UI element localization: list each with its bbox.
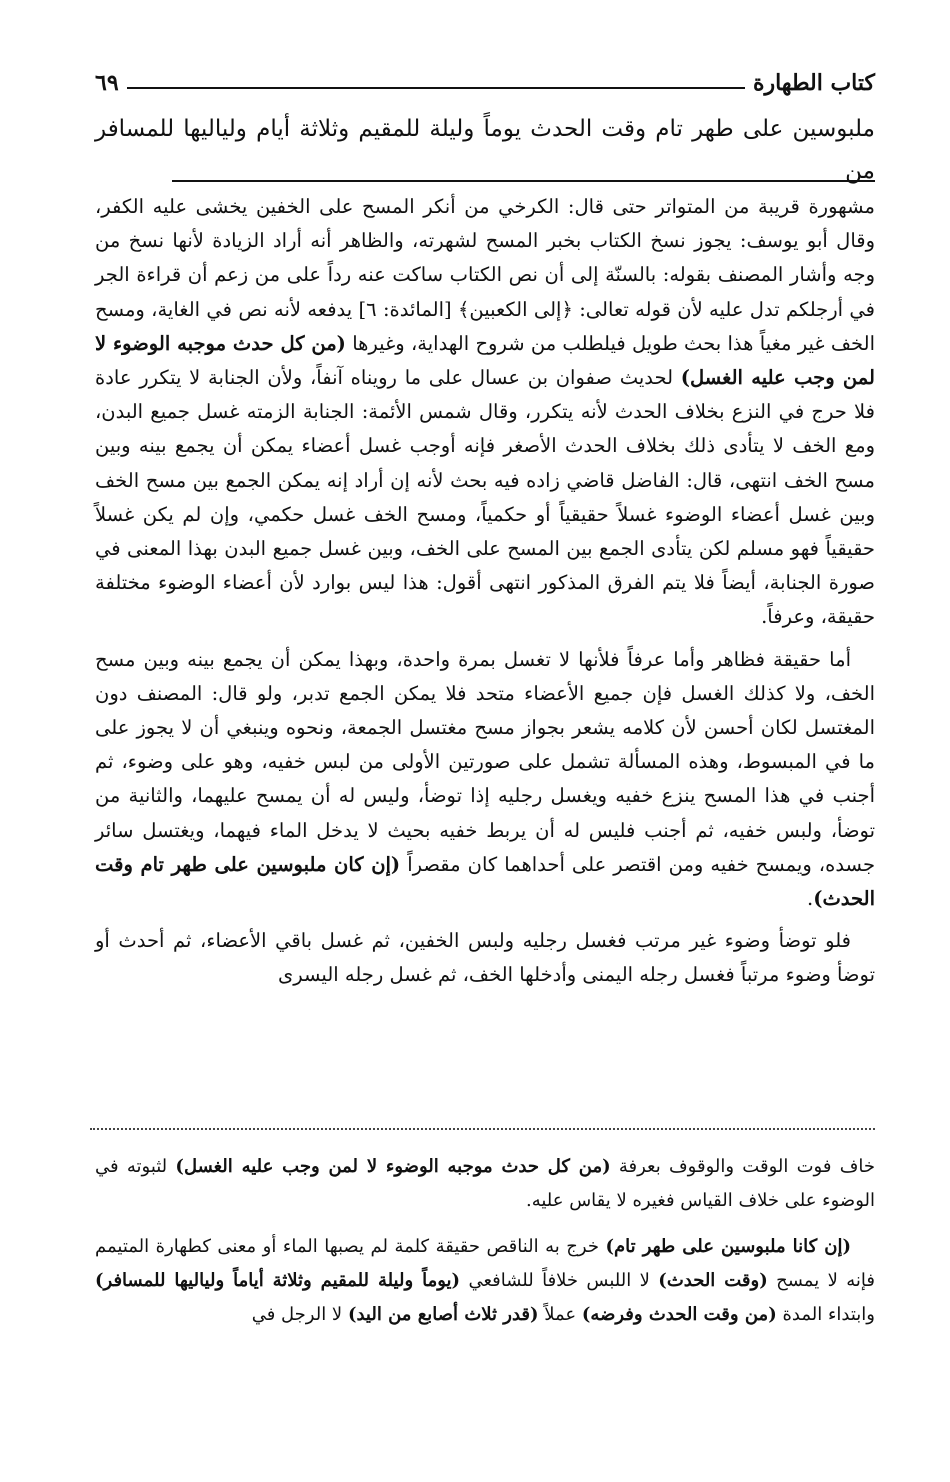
main-matn-text: ملبوسين على طهر تام وقت الحدث يوماً وليلة للمقيم وثلاثة أيام ولياليها للمسافر من <box>95 116 875 184</box>
footnote-bold-quote: (من كل حدث موجبه الوضوء لا لمن وجب عليه الغسل) <box>175 1156 611 1177</box>
footnotes-block <box>95 1150 875 1332</box>
commentary-paragraph-1 <box>95 190 875 635</box>
separator-rule <box>172 180 875 182</box>
dotted-separator <box>90 1128 875 1130</box>
footnote-text: عملاً <box>544 1304 577 1325</box>
footnote-text: خرج به الناقص حقيقة كلمة لم يصبها الماء أو معنى كطهارة المتيمم فإنه لا يمسح <box>95 1236 875 1291</box>
footnote-bold-quote: (إن كانا ملبوسين على طهر تام) <box>605 1236 851 1257</box>
page-number: ٦٩ <box>95 70 119 96</box>
footnote-text: لا الرجل في <box>251 1304 343 1325</box>
footnote-text: لثبوته في الوضوء على خلاف القياس فغيره لا يقاس عليه. <box>95 1156 875 1211</box>
commentary-text: لحديث صفوان بن عسال على ما رويناه آنفاً، ولأن الجنابة لا يتكرر عادة فلا حرج في النزع بخلاف الحدث لأنه يتكرر، وقال شمس الأئمة: الجنابة الزمته غسل جميع البدن، ومع الخف لا يتأدى ذلك بخلاف الحدث الأصغر فإنه أوجب غسل أعضاء يمكن أن يجمع بينه وبين مسح الخف انتهى، قال: الفاضل قاضي زاده فيه بحث لأنه إن أراد إنه يمكن الجمع بين مسح الخف وبين غسل أعضاء الوضوء غسلاً حقيقياً أو حكمياً، ومسح الخف غسل حكمي، وإن لم يكن غسلاً حقيقياً فهو مسلم لكن يتأدى الجمع بين المسح على الخف، وبين غسل جميع البدن بهذا المعنى في صورة الجنابة، أيضاً فلا يتم الفرق المذكور انتهى أقول: هذا ليس بوارد لأن أعضاء الوضوء مختلفة حقيقة، وعرفاً. <box>95 366 875 629</box>
footnote-text: وابتداء المدة <box>782 1304 875 1325</box>
commentary-paragraph-3: فلو توضأ وضوء غير مرتب فغسل رجليه ولبس الخفين، ثم غسل باقي الأعضاء، ثم أحدث أو توضأ وضوء مرتباً فغسل رجله اليمنى وأدخلها الخف، ثم غسل رجله اليسرى <box>95 929 875 987</box>
footnote-text: خاف فوت الوقت والوقوف بعرفة <box>618 1156 875 1177</box>
commentary-block <box>95 190 875 993</box>
commentary-paragraph-2 <box>95 643 875 917</box>
commentary-bold-quote: (من كل حدث موجبه الوضوء لا لمن وجب عليه الغسل) <box>95 331 875 390</box>
commentary-text: . <box>807 887 814 911</box>
running-header <box>95 66 875 100</box>
chapter-title: كتاب الطهارة <box>752 70 875 96</box>
footnote-bold-quote: (يوماً وليلة للمقيم وثلاثة أياماً ولياليها للمسافر) <box>95 1270 461 1291</box>
commentary-text: أما حقيقة فظاهر وأما عرفاً فلأنها لا تغسل بمرة واحدة، وبهذا يمكن أن يجمع بينه وبين مسح الخف، ولا كذلك الغسل فإن جميع الأعضاء متحد فلا يمكن الجمع تدبر، ولو قال: المصنف دون المغتسل لكان أحسن لأن كلامه يشعر بجواز مسح مغتسل الجمعة، ونحوه وينبغي أن لا يجوز على ما في المبسوط، وهذه المسألة تشمل على صورتين الأولى من لبس خفيه، وهو على وضوء، ثم أجنب في هذا المسح ينزع خفيه ويغسل رجليه إذا توضأ، وليس له أن يمسح عليهما، والثانية من توضأ، ولبس خفيه، ثم أجنب فليس له أن يربط خفيه بحيث لا يدخل الماء فيهما، ويغتسل سائر جسده، ويمسح خفيه ومن اقتصر على أحداهما كان مقصراً <box>95 647 876 876</box>
commentary-bold-quote: (إن كان ملبوسين على طهر تام وقت الحدث) <box>95 852 875 911</box>
header-rule <box>127 87 745 89</box>
footnote-text: لا اللبس خلافاً للشافعي <box>468 1270 650 1291</box>
commentary-text: مشهورة قريبة من المتواتر حتى قال: الكرخي من أنكر المسح على الخفين يخشى عليه الكفر، وقال أبو يوسف: يجوز نسخ الكتاب بخبر المسح لشهرته، والظاهر أنه أراد الزيادة لأنها نسخ من وجه وأشار المصنف بقوله: بالسنّة إلى أن نص الكتاب ساكت عنه رداً على من زعم أن قراءة الجر في أرجلكم تدل عليه لأن قوله تعالى: ﴿إلى الكعبين﴾ [المائدة: ٦] يدفعه لأنه نص في الغاية، ومسح الخف غير مغياً هذا بحث طويل فيلطلب من شروح الهداية، وغيرها <box>95 195 875 355</box>
footnote-bold-quote: (من وقت الحدث وفرضه) <box>581 1304 777 1325</box>
footnote-bold-quote: (قدر ثلاث أصابع من اليد) <box>347 1304 539 1325</box>
footnote-2 <box>95 1230 875 1332</box>
footnote-bold-quote: (وقت الحدث) <box>658 1270 768 1291</box>
footnote-1 <box>95 1150 875 1218</box>
